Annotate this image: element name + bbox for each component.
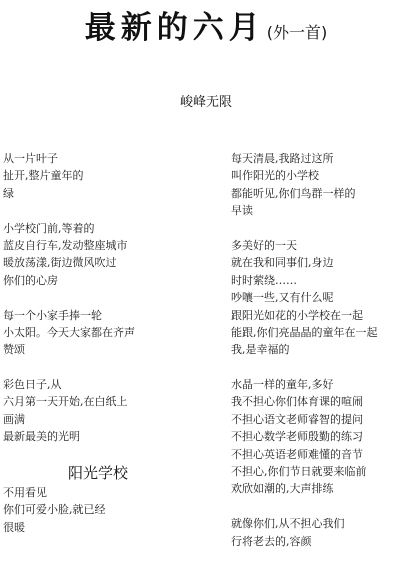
poem-line: 小太阳。今天大家都在齐声 — [3, 325, 135, 339]
poem-line: 叫作阳光的小学校 — [231, 169, 319, 183]
poem-line: 就像你们,从不担心我们 — [231, 517, 345, 531]
right-stanza — [231, 237, 411, 359]
right-stanza — [231, 376, 411, 498]
poem-line: 小学校门前,等着的 — [3, 221, 95, 235]
poem-line: 暖放荡漾,街边微风吹过 — [3, 256, 117, 270]
poem-line: 吵嚷一些,又有什么呢 — [231, 291, 334, 305]
poem-line: 能跟,你们亮晶晶的童年在一起 — [231, 325, 378, 339]
poem-line: 画满 — [3, 412, 25, 426]
poem-line: 每天清晨,我路过这所 — [231, 152, 334, 165]
poem-line: 多美好的一天 — [231, 238, 297, 252]
left-stanza — [3, 150, 208, 202]
poem-line: 每一个小家手捧一轮 — [3, 308, 102, 322]
poem-line: 彩色日子,从 — [3, 378, 62, 392]
poem-line: 从一片叶子 — [3, 152, 58, 165]
poem2-title: 阳光学校 — [68, 464, 129, 483]
poem2-stanza — [3, 484, 208, 536]
poem-line: 不担心英语老师难懂的音节 — [231, 447, 363, 461]
poem-line: 蓝皮自行车,发动整座城市 — [3, 238, 128, 252]
poem-line: 六月第一天开始,在白纸上 — [3, 395, 128, 409]
poem-line: 都能听见,你们鸟群一样的 — [231, 186, 356, 200]
poem-line: 你们的心房 — [3, 273, 58, 287]
poem-line: 不担心,你们节日就要来临前 — [231, 465, 367, 479]
poem-line: 最新最美的光明 — [3, 430, 80, 444]
right-stanza — [231, 150, 411, 220]
poem-line: 不担心语文老师睿智的提问 — [231, 412, 363, 426]
title-sub: (外一首) — [266, 23, 328, 42]
poem-line: 不担心数学老师殷勤的练习 — [231, 430, 363, 444]
poem-line: 不用看见 — [3, 486, 47, 500]
poem-line: 绿 — [3, 186, 14, 200]
poem-line: 你们可爱小脸,就已经 — [3, 503, 106, 517]
poem-line: 赞颂 — [3, 343, 25, 357]
left-stanza — [3, 376, 208, 446]
poem-line: 行将老去的,容颜 — [231, 534, 312, 548]
left-column — [3, 150, 208, 554]
poem-line: 欢欣如潮的,大声排练 — [231, 482, 334, 496]
poem-line: 我不担心你们体育课的喧闹 — [231, 395, 363, 409]
poem-line: 早读 — [231, 204, 253, 218]
right-column — [231, 150, 411, 567]
poem-line: 我,是幸福的 — [231, 343, 290, 357]
poem-title — [0, 2, 412, 47]
poem-line: 就在我和同事们,身边 — [231, 256, 334, 270]
poem-line: 时时萦绕…… — [231, 273, 297, 287]
poem-line: 很暖 — [3, 520, 25, 534]
poem-line: 扯开,整片童年的 — [3, 169, 84, 183]
right-stanza — [231, 515, 411, 550]
author-name: 峻峰无限 — [179, 95, 232, 110]
poem-line: 水晶一样的童年,多好 — [231, 378, 334, 392]
left-stanza — [3, 307, 208, 359]
poem-line: 跟阳光如花的小学校在一起 — [231, 308, 363, 322]
left-stanza — [3, 220, 208, 290]
title-main: 最新的六月 — [84, 10, 265, 46]
